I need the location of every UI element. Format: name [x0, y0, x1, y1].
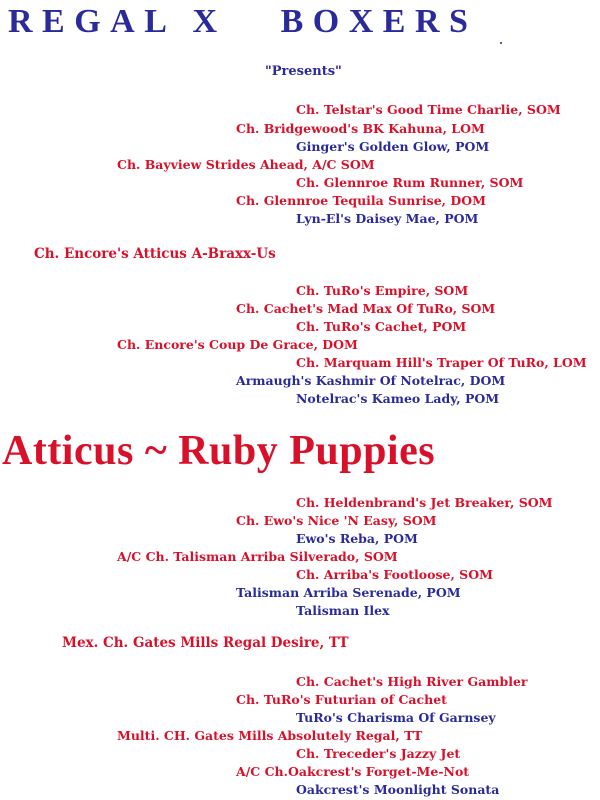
- sire-name: Ch. Encore's Atticus A-Braxx-Us: [34, 246, 276, 262]
- sire-pedigree-line: Ch. Glennroe Tequila Sunrise, DOM: [236, 193, 486, 208]
- dam-pedigree-line: Ch. Ewo's Nice 'N Easy, SOM: [236, 513, 437, 528]
- sire-pedigree-line: Ch. TuRo's Empire, SOM: [296, 283, 469, 298]
- dam-name: Mex. Ch. Gates Mills Regal Desire, TT: [62, 635, 349, 651]
- sire-pedigree-line: Ch. Bayview Strides Ahead, A/C SOM: [117, 157, 375, 172]
- sire-pedigree-line: Ch. Bridgewood's BK Kahuna, LOM: [236, 121, 485, 136]
- dam-pedigree-line: Ch. Treceder's Jazzy Jet: [296, 746, 461, 761]
- sire-pedigree-line: Ginger's Golden Glow, POM: [296, 139, 490, 154]
- dam-pedigree-line: Ewo's Reba, POM: [296, 531, 418, 546]
- dam-pedigree-line: Oakcrest's Moonlight Sonata: [296, 782, 500, 797]
- dam-pedigree-line: Ch. TuRo's Futurian of Cachet: [236, 692, 447, 707]
- dam-pedigree-line: Ch. Cachet's High River Gambler: [296, 674, 528, 689]
- sire-pedigree-line: Notelrac's Kameo Lady, POM: [296, 391, 500, 406]
- dam-pedigree-line: Ch. Arriba's Footloose, SOM: [296, 567, 493, 582]
- sire-pedigree-line: Ch. Cachet's Mad Max Of TuRo, SOM: [236, 301, 496, 316]
- sire-pedigree-line: Ch. Encore's Coup De Grace, DOM: [117, 337, 358, 352]
- sire-pedigree-line: Ch. Marquam Hill's Traper Of TuRo, LOM: [296, 355, 587, 370]
- sire-pedigree-line: Ch. TuRo's Cachet, POM: [296, 319, 467, 334]
- sire-pedigree-line: Ch. Telstar's Good Time Charlie, SOM: [296, 102, 561, 117]
- presents-label: "Presents": [265, 64, 342, 79]
- dam-pedigree-line: A/C Ch.Oakcrest's Forget-Me-Not: [236, 764, 470, 779]
- dam-pedigree-line: Talisman Ilex: [296, 603, 390, 618]
- dam-pedigree-line: Talisman Arriba Serenade, POM: [236, 585, 461, 600]
- kennel-title: REGAL X BOXERS: [8, 3, 478, 40]
- litter-title: Atticus ~ Ruby Puppies: [2, 428, 436, 474]
- dam-pedigree-line: A/C Ch. Talisman Arriba Silverado, SOM: [117, 549, 398, 564]
- sire-pedigree-line: Ch. Glennroe Rum Runner, SOM: [296, 175, 524, 190]
- scan-speck: [500, 42, 502, 44]
- dam-pedigree-line: TuRo's Charisma Of Garnsey: [296, 710, 496, 725]
- dam-pedigree-line: Multi. CH. Gates Mills Absolutely Regal, TT: [117, 728, 423, 743]
- sire-pedigree-line: Armaugh's Kashmir Of Notelrac, DOM: [236, 373, 506, 388]
- sire-pedigree-line: Lyn-El's Daisey Mae, POM: [296, 211, 479, 226]
- dam-pedigree-line: Ch. Heldenbrand's Jet Breaker, SOM: [296, 495, 553, 510]
